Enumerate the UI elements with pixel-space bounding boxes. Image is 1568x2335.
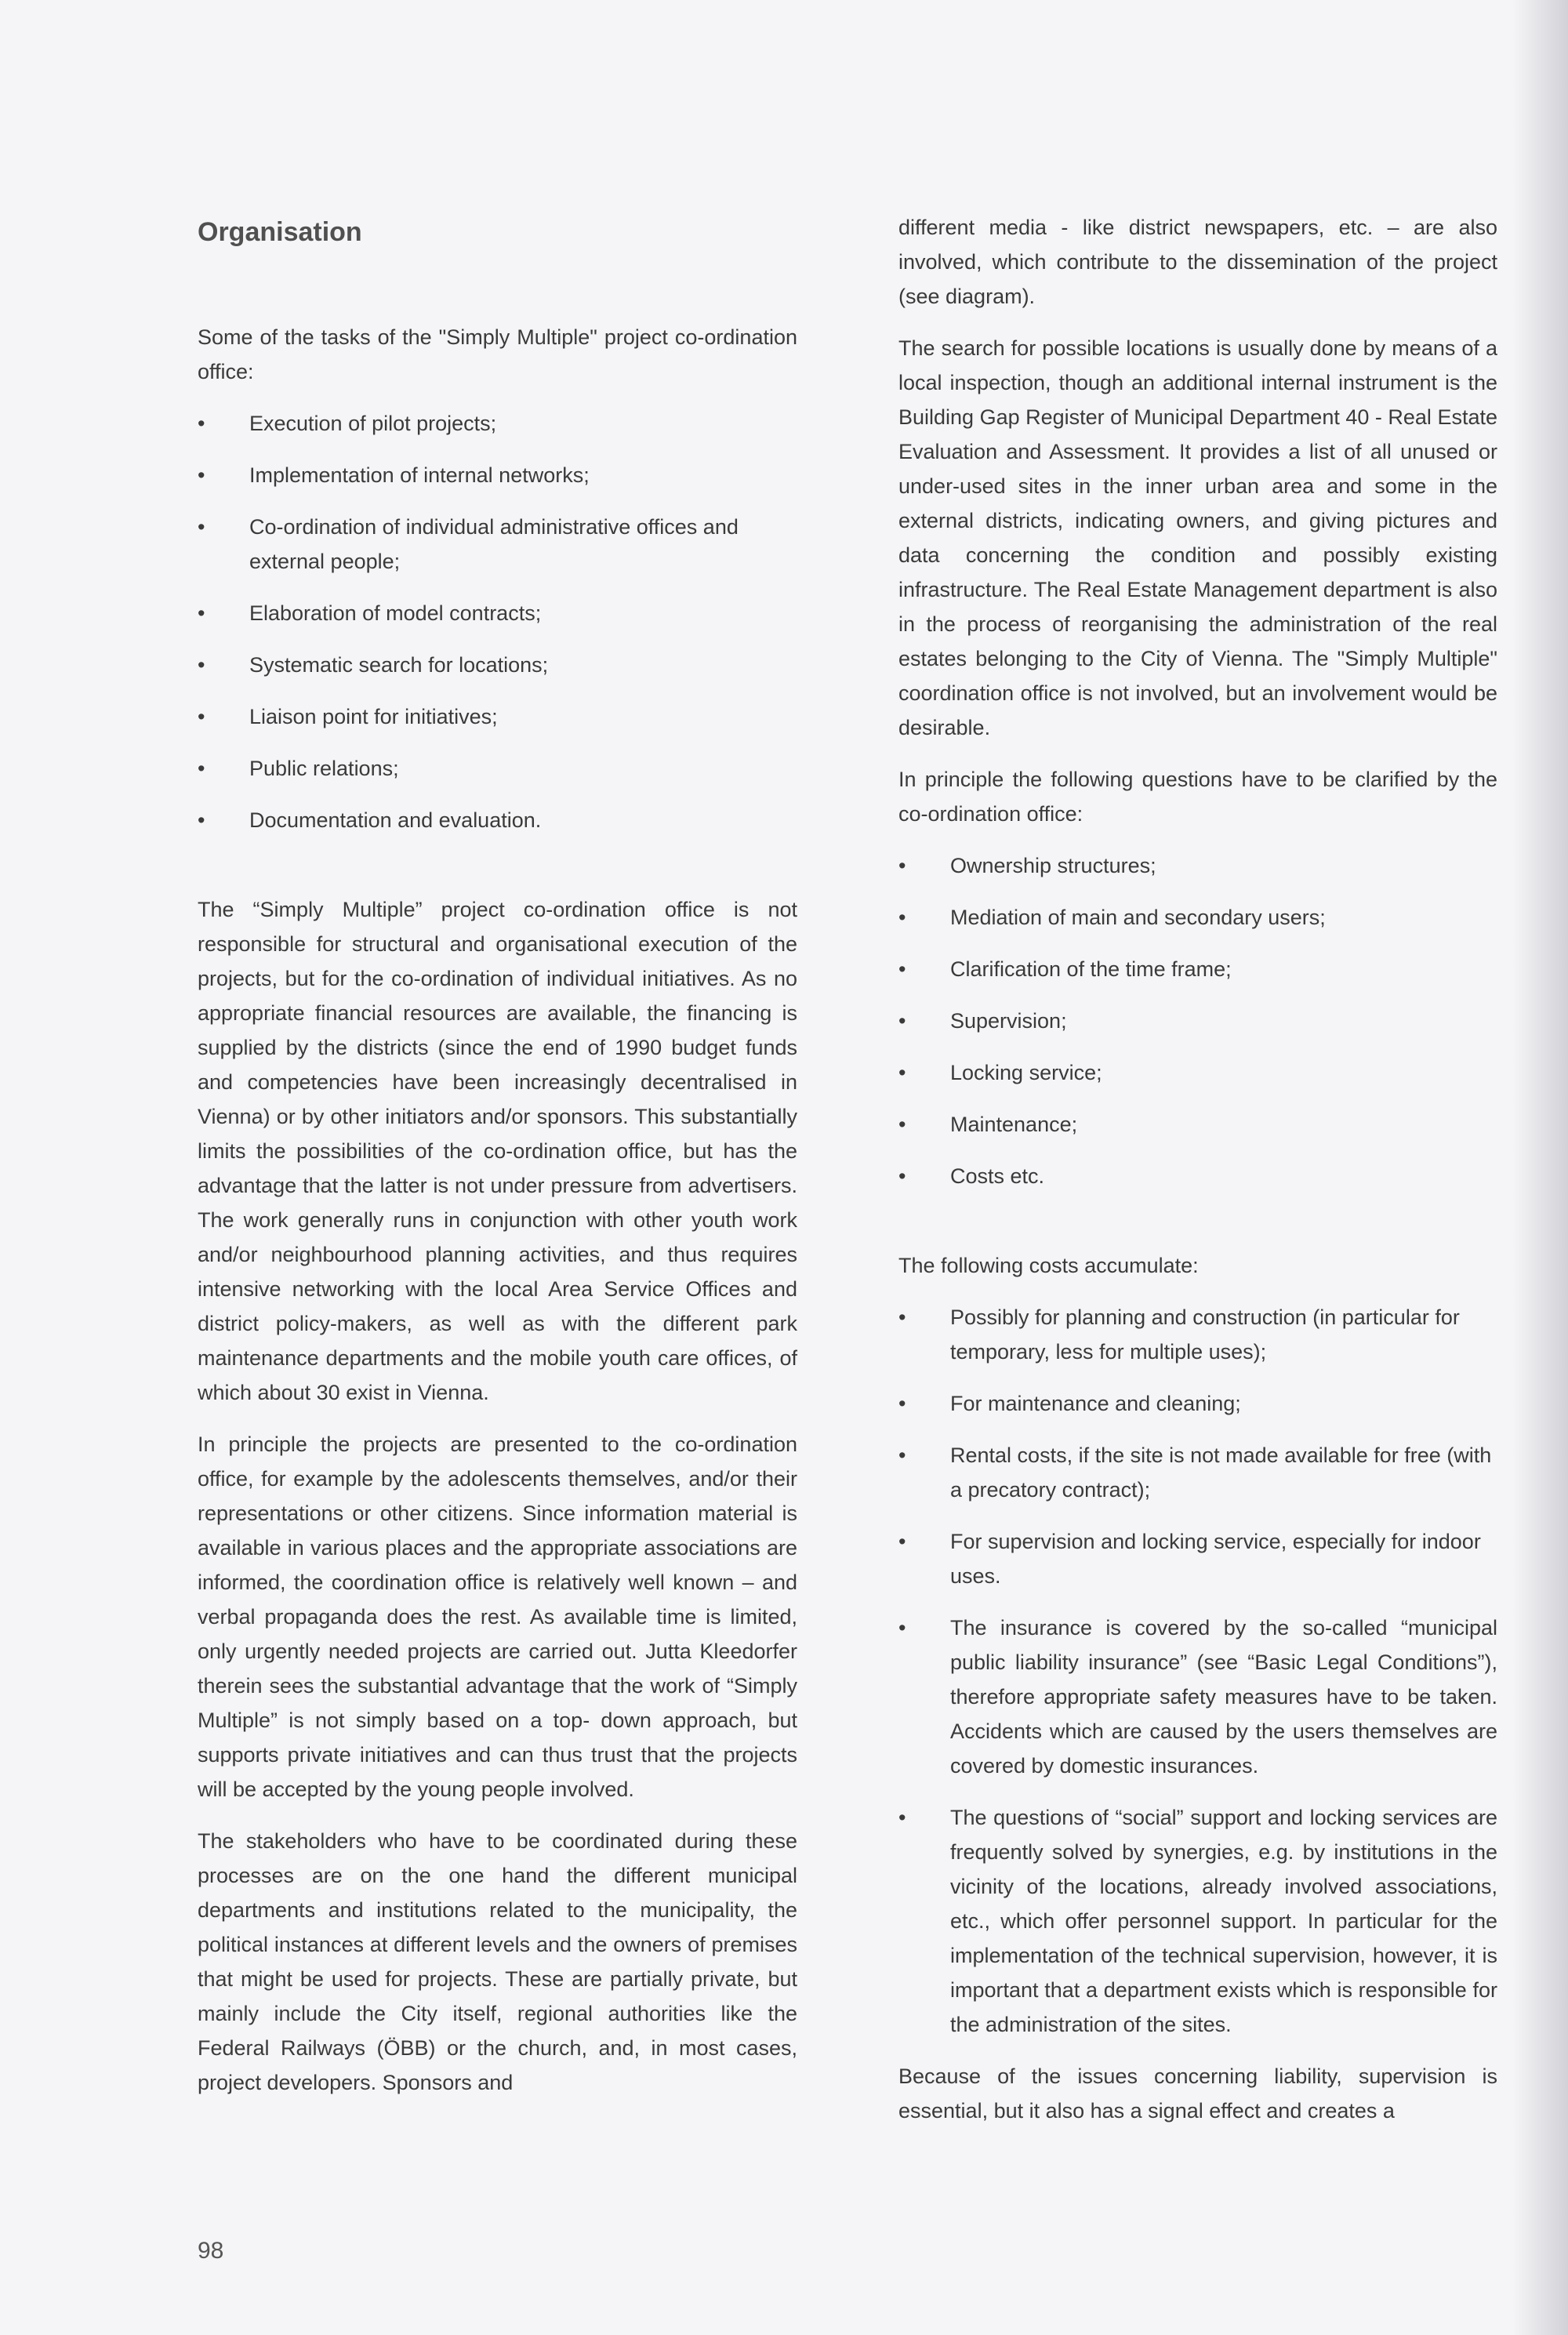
right-column bbox=[898, 210, 1497, 2145]
list-item: • Rental costs, if the site is not made available for free (with a precatory contract); bbox=[898, 1443, 1492, 1502]
list-item: • Supervision; bbox=[898, 1009, 1067, 1033]
paragraph: In principle the following questions have to be clarified by the co-ordination office: bbox=[898, 768, 1497, 826]
list-item: • Ownership structures; bbox=[898, 854, 1156, 877]
list-item: • Possibly for planning and construction (in particular for temporary, less for multiple uses); bbox=[898, 1305, 1460, 1364]
list-item: • The insurance is covered by the so-called “municipal public liability insurance” (see “Basic Legal Conditions”), therefore appropriate safety measures have to be taken. Accidents which are caused by the users themselves are covered by domestic insurances. bbox=[898, 1616, 1497, 1778]
left-column bbox=[198, 210, 797, 2117]
list-item: • Liaison point for initiatives; bbox=[198, 705, 498, 728]
list-item: • For maintenance and cleaning; bbox=[898, 1392, 1241, 1415]
list-item: • The questions of “social” support and locking services are frequently solved by synergies, e.g. by institutions in the vicinity of the locations, already involved associations, etc., which offer personnel support. In particular for the implementation of the technical supervision, however, it is important that a department exists which is responsible for the administration of the sites. bbox=[898, 1806, 1497, 2036]
list-item: • Clarification of the time frame; bbox=[898, 957, 1232, 981]
list-item: • Mediation of main and secondary users; bbox=[898, 906, 1326, 929]
section-title: Organisation bbox=[198, 217, 362, 247]
list-item: • Elaboration of model contracts; bbox=[198, 601, 542, 625]
tasks-list bbox=[198, 406, 797, 837]
list-item: • Costs etc. bbox=[898, 1164, 1045, 1188]
costs-intro: The following costs accumulate: bbox=[898, 1254, 1199, 1277]
list-item: • Execution of pilot projects; bbox=[198, 412, 497, 435]
list-item: • Public relations; bbox=[198, 757, 399, 780]
list-item: • Implementation of internal networks; bbox=[198, 463, 590, 487]
list-item: • Systematic search for locations; bbox=[198, 653, 549, 677]
paragraph: different media - like district newspapers, etc. – are also involved, which contribute to the dissemination of the project (see diagram). bbox=[898, 216, 1497, 308]
list-item: • Documentation and evaluation. bbox=[198, 808, 542, 832]
list-item: • Locking service; bbox=[898, 1061, 1102, 1084]
questions-list bbox=[898, 848, 1497, 1193]
paragraph: The “Simply Multiple” project co-ordination office is not responsible for structural and organisational execution of the projects, but for the co-ordination of individual initiatives. As no appropriate financial resources are available, the financing is supplied by the districts (since the end of 1990 budget funds and competencies have been increasingly decentralised in Vienna) or by other initiators and/or sponsors. This substantially limits the possibilities of the co-ordination office, but has the advantage that the latter is not under pressure from advertisers. The work generally runs in conjunction with other youth work and/or neighbourhood planning activities, and thus requires intensive networking with the local Area Service Offices and district policy-makers, as well as with the different park maintenance departments and the mobile youth care offices, of which about 30 exist in Vienna. bbox=[198, 898, 797, 1404]
paragraph: In principle the projects are presented to the co-ordination office, for example by the adolescents themselves, and/or their representations or other citizens. Since information material is available in various places and the appropriate associations are informed, the coordination office is relatively well known – and verbal propaganda does the rest. As available time is limited, only urgently needed projects are carried out. Jutta Kleedorfer therein sees the substantial advantage that the work of “Simply Multiple” is not simply based on a top- down approach, but supports private initiatives and can thus trust that the projects will be accepted by the young people involved. bbox=[198, 1433, 797, 1801]
list-item: • Co-ordination of individual administrative offices and external people; bbox=[198, 515, 739, 573]
paragraph: Because of the issues concerning liability, supervision is essential, but it also has a signal effect and creates a bbox=[898, 2064, 1497, 2123]
costs-list bbox=[898, 1300, 1497, 2042]
page-number: 98 bbox=[198, 2238, 224, 2264]
paragraph: The stakeholders who have to be coordinated during these processes are on the one hand the different municipal departments and institutions related to the municipality, the political instances at different levels and the owners of premises that might be used for projects. These are partially private, but mainly include the City itself, regional authorities like the Federal Railways (ÖBB) or the church, and, in most cases, project developers. Sponsors and bbox=[198, 1829, 797, 2094]
list-item: • For supervision and locking service, especially for indoor uses. bbox=[898, 1530, 1481, 1588]
list-item: • Maintenance; bbox=[898, 1113, 1078, 1136]
paragraph: The search for possible locations is usually done by means of a local inspection, though an additional internal instrument is the Building Gap Register of Municipal Department 40 - Real Estate Evaluation and Assessment. It provides a list of all unused or under-used sites in the inner urban area and some in the external districts, indicating owners, and giving pictures and data concerning the condition and possibly existing infrastructure. The Real Estate Management department is also in the process of reorganising the administration of the real estates belonging to the City of Vienna. The "Simply Multiple" coordination office is not involved, but an involvement would be desirable. bbox=[898, 336, 1497, 739]
tasks-intro: Some of the tasks of the "Simply Multiple" project co-ordination office: bbox=[198, 325, 797, 383]
page-edge-shadow bbox=[1513, 0, 1568, 2335]
